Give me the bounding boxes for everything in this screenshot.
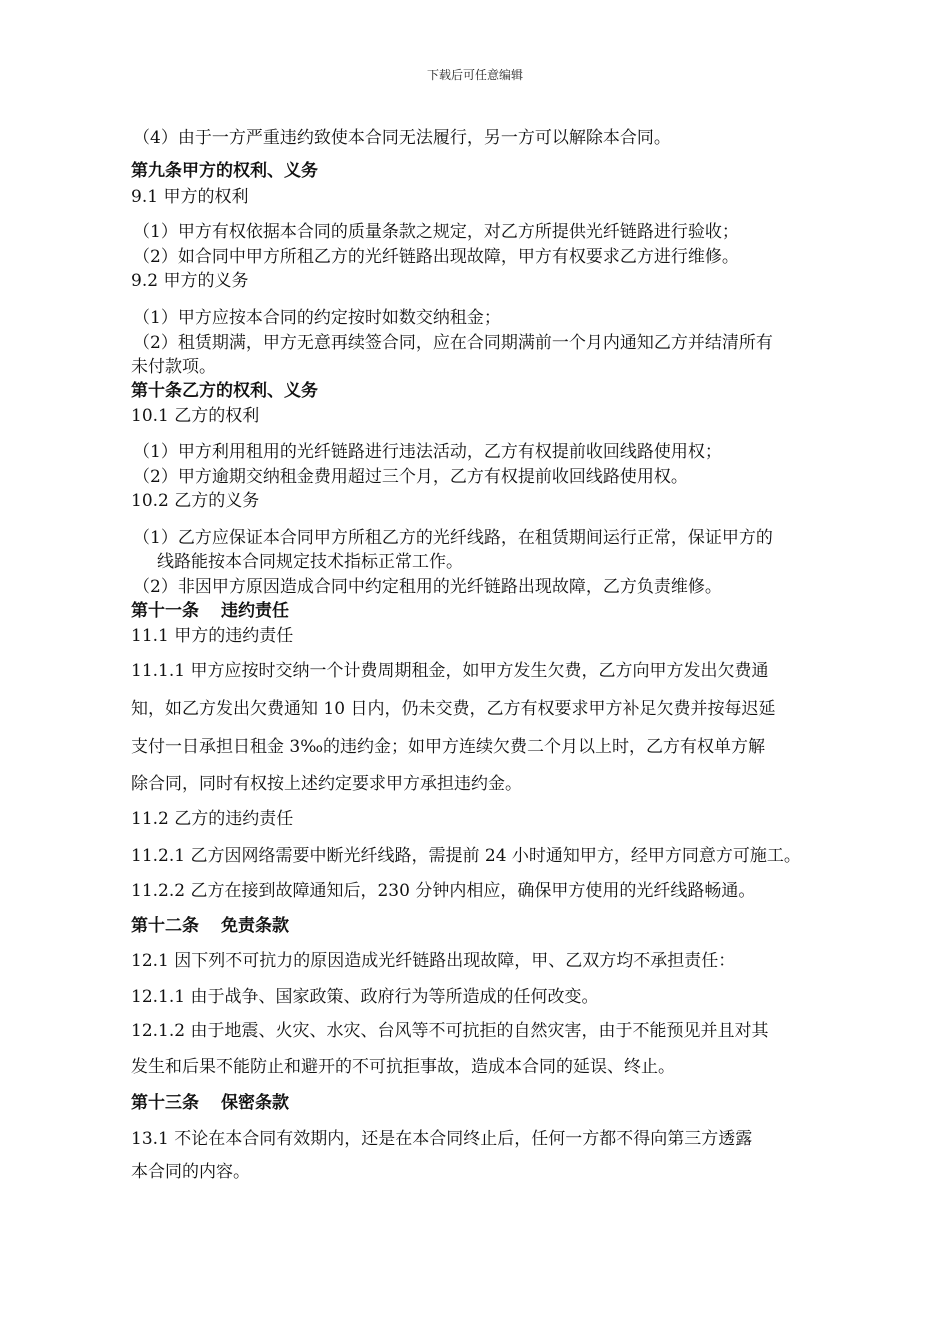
article-number: 第十二条	[131, 916, 199, 936]
section-heading: 9.1 甲方的权利	[131, 187, 249, 207]
clause-text: （2）非因甲方原因造成合同中约定租用的光纤链路出现故障，乙方负责维修。	[133, 577, 722, 597]
section-heading: 9.2 甲方的义务	[131, 271, 249, 291]
paragraph-line: 除合同，同时有权按上述约定要求甲方承担违约金。	[131, 774, 522, 794]
clause-text: （1）乙方应保证本合同甲方所租乙方的光纤线路，在租赁期间运行正常，保证甲方的	[133, 528, 773, 548]
article-number: 第十一条	[131, 601, 199, 621]
article-title: 免责条款	[221, 916, 289, 936]
paragraph-line: 11.1.1 甲方应按时交纳一个计费周期租金，如甲方发生欠费，乙方向甲方发出欠费通	[131, 661, 769, 681]
paragraph-line: 知，如乙方发出欠费通知 10 日内，仍未交费，乙方有权要求甲方补足欠费并按每迟延	[131, 699, 776, 719]
section-heading: 10.2 乙方的义务	[131, 491, 260, 511]
clause-text: （2）租赁期满，甲方无意再续签合同，应在合同期满前一个月内通知乙方并结清所有	[133, 333, 773, 353]
paragraph-line: 13.1 不论在本合同有效期内，还是在本合同终止后，任何一方都不得向第三方透露	[131, 1129, 753, 1149]
clause-text-continued: 未付款项。	[131, 357, 216, 377]
paragraph-line: 12.1.1 由于战争、国家政策、政府行为等所造成的任何改变。	[131, 987, 599, 1007]
section-heading: 11.2 乙方的违约责任	[131, 809, 294, 829]
paragraph-line: 11.2.1 乙方因网络需要中断光纤线路，需提前 24 小时通知甲方，经甲方同意方可施工。	[131, 846, 801, 866]
article-title: 保密条款	[221, 1093, 289, 1113]
page-header: 下载后可任意编辑	[426, 68, 523, 82]
clause-text-continued: 线路能按本合同规定技术指标正常工作。	[157, 552, 463, 572]
clause-text: （1）甲方应按本合同的约定按时如数交纳租金；	[133, 308, 501, 328]
article-heading	[131, 600, 289, 622]
article-number: 第十三条	[131, 1093, 199, 1113]
paragraph-line: 本合同的内容。	[131, 1162, 250, 1182]
paragraph-line: 11.2.2 乙方在接到故障通知后，230 分钟内相应，确保甲方使用的光纤线路畅通。	[131, 881, 756, 901]
paragraph-line: 12.1.2 由于地震、火灾、水灾、台风等不可抗拒的自然灾害，由于不能预见并且对其	[131, 1021, 769, 1041]
article-heading	[131, 1092, 289, 1114]
section-heading: 11.1 甲方的违约责任	[131, 626, 294, 646]
clause-text: （2）甲方逾期交纳租金费用超过三个月，乙方有权提前收回线路使用权。	[133, 467, 688, 487]
article-heading	[131, 915, 289, 937]
paragraph-line: 发生和后果不能防止和避开的不可抗拒事故，造成本合同的延误、终止。	[131, 1057, 675, 1077]
article-heading: 第十条乙方的权利、义务	[131, 381, 318, 401]
article-title: 违约责任	[221, 601, 289, 621]
article-heading: 第九条甲方的权利、义务	[131, 161, 318, 181]
clause-text: （1）甲方有权依据本合同的质量条款之规定，对乙方所提供光纤链路进行验收；	[133, 222, 739, 242]
paragraph-line: 支付一日承担日租金 3‰的违约金；如甲方连续欠费二个月以上时，乙方有权单方解	[131, 737, 766, 757]
clause-text: （2）如合同中甲方所租乙方的光纤链路出现故障，甲方有权要求乙方进行维修。	[133, 247, 739, 267]
clause-text: （4）由于一方严重违约致使本合同无法履行，另一方可以解除本合同。	[133, 128, 671, 148]
paragraph-line: 12.1 因下列不可抗力的原因造成光纤链路出现故障，甲、乙双方均不承担责任：	[131, 951, 736, 971]
clause-text: （1）甲方利用租用的光纤链路进行违法活动，乙方有权提前收回线路使用权；	[133, 442, 722, 462]
section-heading: 10.1 乙方的权利	[131, 406, 260, 426]
